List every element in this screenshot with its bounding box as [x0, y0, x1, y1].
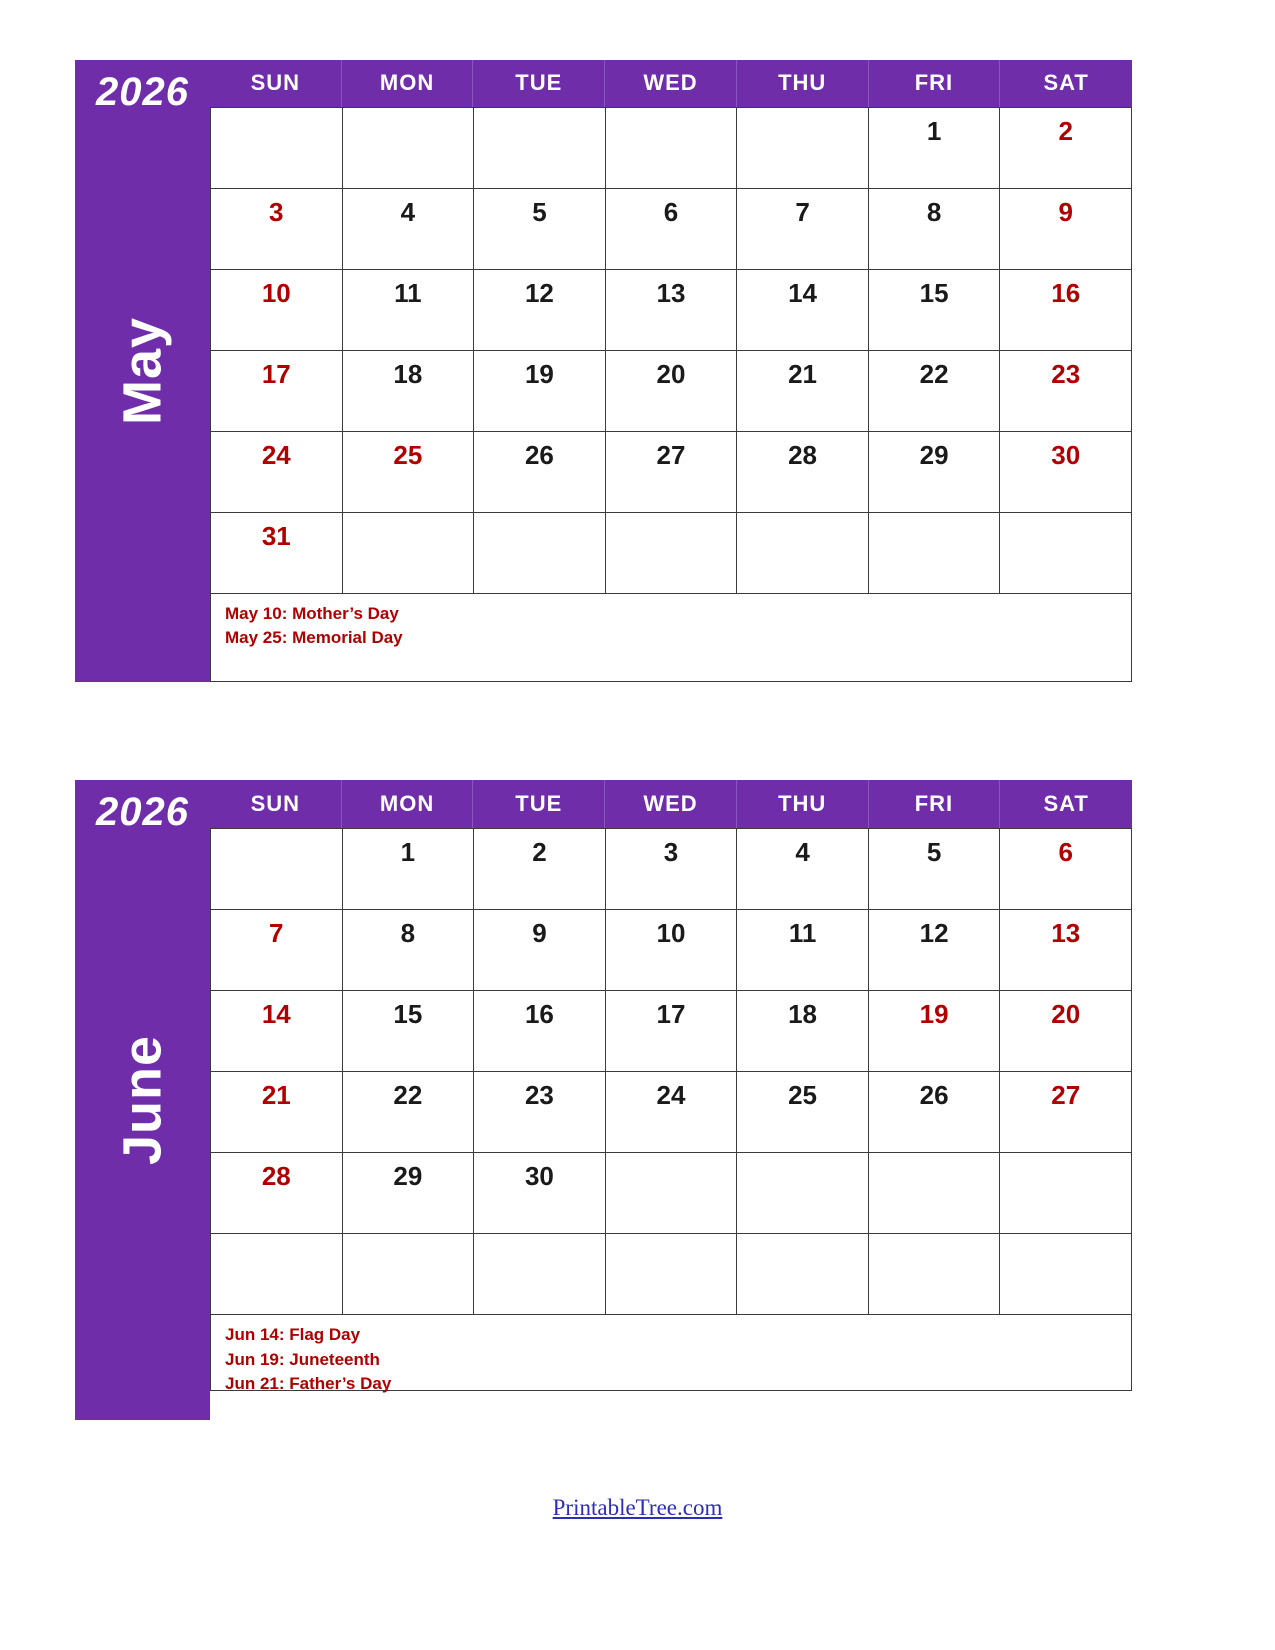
weekday-mon: MON: [342, 780, 474, 828]
day-cell[interactable]: [737, 1234, 869, 1315]
day-cell[interactable]: [869, 829, 1001, 910]
day-number: 10: [656, 918, 686, 948]
day-cell[interactable]: [869, 991, 1001, 1072]
day-cell[interactable]: [211, 1072, 343, 1153]
day-cell[interactable]: [474, 270, 606, 351]
day-cell[interactable]: [211, 351, 343, 432]
day-cell[interactable]: [1000, 108, 1132, 189]
day-number: 14: [261, 999, 291, 1029]
weekday-sun: SUN: [210, 780, 342, 828]
weekday-sun: SUN: [210, 60, 342, 107]
day-number: 26: [524, 439, 554, 470]
weekday-mon: MON: [342, 60, 474, 107]
day-cell[interactable]: [869, 910, 1001, 991]
day-cell[interactable]: [1000, 513, 1132, 594]
weekday-thu: THU: [737, 60, 869, 107]
day-number: 17: [261, 358, 291, 389]
day-cell[interactable]: [737, 829, 869, 910]
weekday-tue: TUE: [473, 60, 605, 107]
day-cell[interactable]: [211, 991, 343, 1072]
holiday-notes-june: [210, 1315, 1132, 1394]
day-number: 24: [261, 439, 291, 470]
day-cell[interactable]: [474, 1234, 606, 1315]
day-number: 11: [788, 918, 817, 948]
day-number: 8: [926, 196, 942, 227]
calendar-grid-june: [210, 780, 1132, 1420]
day-number: 12: [919, 918, 949, 948]
day-number: 9: [1058, 196, 1073, 227]
day-number: 13: [656, 277, 686, 308]
day-number: 20: [656, 358, 686, 389]
day-cell[interactable]: [869, 1234, 1001, 1315]
year-label-may: 2026: [96, 70, 189, 114]
day-cell[interactable]: [606, 270, 738, 351]
day-number: 22: [919, 358, 949, 389]
day-cell[interactable]: [211, 1234, 343, 1315]
weekday-wed: WED: [605, 780, 737, 828]
day-cell[interactable]: [869, 432, 1001, 513]
day-cell[interactable]: [343, 189, 475, 270]
day-cell[interactable]: [737, 189, 869, 270]
day-cell[interactable]: [737, 991, 869, 1072]
day-number: 30: [524, 1161, 554, 1191]
day-cell[interactable]: [606, 1072, 738, 1153]
day-number: 21: [261, 1080, 291, 1110]
day-number: 16: [1051, 277, 1081, 308]
day-cell[interactable]: [474, 351, 606, 432]
year-label-june: 2026: [96, 790, 189, 834]
day-grid-may: [210, 107, 1132, 594]
day-cell[interactable]: [343, 910, 475, 991]
day-cell[interactable]: [343, 829, 475, 910]
month-spine-may: [75, 60, 210, 682]
day-cell[interactable]: [343, 108, 475, 189]
day-number: 1: [400, 837, 416, 867]
day-cell[interactable]: [343, 1153, 475, 1234]
day-cell[interactable]: [869, 189, 1001, 270]
day-cell[interactable]: [606, 351, 738, 432]
day-cell[interactable]: [343, 513, 475, 594]
day-cell[interactable]: [1000, 270, 1132, 351]
day-number: 25: [393, 439, 423, 470]
day-number: 18: [788, 999, 818, 1029]
day-number: 6: [663, 196, 679, 227]
day-cell[interactable]: [737, 270, 869, 351]
day-cell[interactable]: [1000, 189, 1132, 270]
day-cell[interactable]: [474, 513, 606, 594]
day-number: 27: [1051, 1080, 1081, 1110]
day-number: 23: [1051, 358, 1081, 389]
footer: [0, 1495, 1275, 1521]
day-cell[interactable]: [211, 829, 343, 910]
day-cell[interactable]: [869, 1072, 1001, 1153]
day-cell[interactable]: [343, 1072, 475, 1153]
day-number: 2: [532, 837, 547, 867]
day-number: 27: [656, 439, 686, 470]
holiday-note: May 10: Mother’s Day: [225, 603, 399, 623]
weekday-sat: SAT: [1043, 70, 1089, 96]
day-cell[interactable]: [343, 351, 475, 432]
day-cell[interactable]: [211, 910, 343, 991]
day-number: 31: [261, 520, 291, 551]
calendar-grid-may: [210, 60, 1132, 682]
day-cell[interactable]: [737, 1153, 869, 1234]
day-cell[interactable]: [474, 432, 606, 513]
day-number: 3: [269, 196, 284, 227]
day-number: 26: [919, 1080, 949, 1110]
day-cell[interactable]: [474, 991, 606, 1072]
day-number: 28: [788, 439, 818, 470]
weekday-thu: THU: [737, 780, 869, 828]
day-number: 17: [656, 999, 686, 1029]
day-cell[interactable]: [1000, 910, 1132, 991]
month-spine-june: [75, 780, 210, 1420]
day-cell[interactable]: [737, 432, 869, 513]
day-number: 15: [393, 999, 423, 1029]
day-number: 22: [393, 1080, 423, 1110]
day-cell[interactable]: [869, 513, 1001, 594]
day-number: 12: [524, 277, 554, 308]
day-cell[interactable]: [474, 829, 606, 910]
day-cell[interactable]: [211, 270, 343, 351]
day-number: 6: [1058, 837, 1073, 867]
weekday-tue: TUE: [473, 780, 605, 828]
day-cell[interactable]: [869, 1153, 1001, 1234]
day-cell[interactable]: [1000, 432, 1132, 513]
day-cell[interactable]: [737, 513, 869, 594]
day-cell[interactable]: [1000, 829, 1132, 910]
day-number: 5: [532, 196, 547, 227]
day-number: 13: [1051, 918, 1081, 948]
day-cell[interactable]: [211, 513, 343, 594]
day-number: 10: [261, 277, 291, 308]
day-number: 20: [1051, 999, 1081, 1029]
day-number: 19: [524, 358, 554, 389]
day-number: 2: [1058, 115, 1073, 146]
day-cell[interactable]: [606, 189, 738, 270]
holiday-note: May 25: Memorial Day: [225, 628, 403, 648]
day-cell[interactable]: [737, 351, 869, 432]
holiday-note: Jun 14: Flag Day: [225, 1325, 361, 1344]
day-grid-june: [210, 828, 1132, 1315]
day-cell[interactable]: [737, 1072, 869, 1153]
day-number: 18: [393, 358, 423, 389]
day-number: 16: [524, 999, 554, 1029]
day-cell[interactable]: [343, 270, 475, 351]
day-number: 11: [394, 277, 422, 308]
day-number: 30: [1051, 439, 1081, 470]
day-number: 19: [919, 999, 949, 1029]
day-cell[interactable]: [606, 910, 738, 991]
day-number: 24: [656, 1080, 686, 1110]
day-cell[interactable]: [606, 829, 738, 910]
holiday-note: Jun 21: Father’s Day: [225, 1374, 392, 1394]
day-cell[interactable]: [211, 1153, 343, 1234]
day-number: 25: [788, 1080, 818, 1110]
day-cell[interactable]: [606, 1234, 738, 1315]
day-cell[interactable]: [1000, 1072, 1132, 1153]
month-block-june: [75, 780, 1132, 1420]
weekday-fri: FRI: [869, 780, 1001, 828]
day-number: 4: [400, 196, 416, 227]
day-cell[interactable]: [474, 189, 606, 270]
day-cell[interactable]: [343, 1234, 475, 1315]
day-number: 7: [795, 196, 810, 227]
month-label-may: May: [112, 316, 173, 426]
day-cell[interactable]: [474, 910, 606, 991]
day-cell[interactable]: [869, 270, 1001, 351]
weekday-fri: FRI: [869, 60, 1001, 107]
day-number: 29: [393, 1161, 423, 1191]
day-number: 28: [261, 1161, 291, 1191]
weekday-sat: SAT: [1043, 791, 1089, 816]
day-cell[interactable]: [737, 108, 869, 189]
day-cell[interactable]: [606, 432, 738, 513]
day-number: 8: [400, 918, 416, 948]
month-block-may: [75, 60, 1132, 682]
month-label-june: June: [112, 1034, 173, 1166]
day-number: 9: [532, 918, 547, 948]
day-number: 23: [524, 1080, 554, 1110]
day-cell[interactable]: [1000, 1234, 1132, 1315]
day-number: 21: [788, 358, 818, 389]
day-cell[interactable]: [869, 351, 1001, 432]
holiday-note: Jun 19: Juneteenth: [225, 1349, 380, 1369]
day-cell[interactable]: [474, 108, 606, 189]
day-number: 1: [926, 115, 942, 146]
day-cell[interactable]: [1000, 351, 1132, 432]
weekday-header-row-june: [210, 780, 1132, 828]
day-cell[interactable]: [474, 1072, 606, 1153]
day-number: 14: [788, 277, 818, 308]
day-cell[interactable]: [869, 108, 1001, 189]
day-number: 29: [919, 439, 949, 470]
day-number: 3: [663, 837, 679, 867]
day-number: 15: [919, 277, 949, 308]
day-cell[interactable]: [606, 108, 738, 189]
holiday-notes-may: [210, 594, 1132, 682]
day-cell[interactable]: [343, 432, 475, 513]
day-cell[interactable]: [211, 108, 343, 189]
day-number: 4: [795, 837, 810, 867]
site-link[interactable]: PrintableTree.com: [552, 1495, 723, 1520]
day-cell[interactable]: [1000, 991, 1132, 1072]
day-cell[interactable]: [343, 991, 475, 1072]
day-cell[interactable]: [474, 1153, 606, 1234]
day-cell[interactable]: [606, 513, 738, 594]
day-cell[interactable]: [737, 910, 869, 991]
day-cell[interactable]: [211, 432, 343, 513]
day-cell[interactable]: [606, 991, 738, 1072]
day-number: 5: [926, 837, 942, 867]
weekday-wed: WED: [605, 60, 737, 107]
day-number: 7: [269, 918, 284, 948]
day-cell[interactable]: [1000, 1153, 1132, 1234]
day-cell[interactable]: [606, 1153, 738, 1234]
weekday-header-row-may: [210, 60, 1132, 107]
day-cell[interactable]: [211, 189, 343, 270]
